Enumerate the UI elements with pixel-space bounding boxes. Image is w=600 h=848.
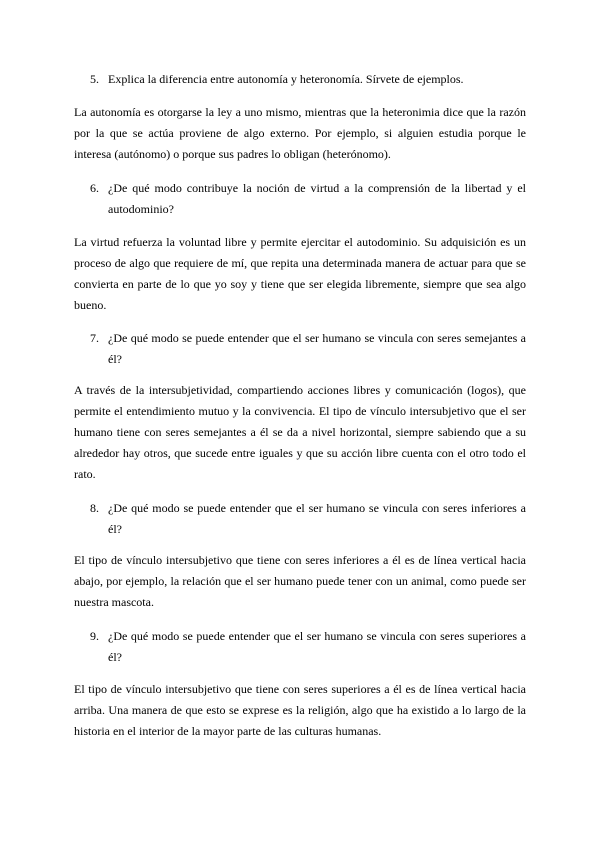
- answer-5: La autonomía es otorgarse la ley a uno mismo, mientras que la heteronimia dice que la razón por la que se actúa proviene de algo externo. Por ejemplo, si alguien estudia porque le interesa (autónomo) o porque sus padres lo obligan (heterónomo).: [74, 105, 526, 161]
- question-9: [90, 626, 526, 668]
- question-text: ¿De qué modo se puede entender que el ser humano se vincula con seres superiores a él?: [108, 629, 526, 664]
- question-number: 7.: [90, 331, 99, 345]
- answer-6: La virtud refuerza la voluntad libre y permite ejercitar el autodominio. Su adquisición es un proceso de algo que requiere de mí, que repita una determinada manera de actuar para que se convierta en parte de lo que yo soy y tiene que ser elegida libremente, siempre que sea algo bueno.: [74, 235, 526, 312]
- question-6: [90, 178, 526, 220]
- question-5: [90, 69, 526, 90]
- question-number: 8.: [90, 501, 99, 515]
- answer-7: A través de la intersubjetividad, compartiendo acciones libres y comunicación (logos), que permite el entendimiento mutuo y la convivencia. El tipo de vínculo intersubjetivo que el ser humano tiene con seres semejantes a él se da a nivel horizontal, siempre sabiendo que a su alrededor hay otros, que sucede entre iguales y que su acción libre cuenta con el otro todo el rato.: [74, 383, 526, 481]
- question-number: 6.: [90, 181, 99, 195]
- question-7: [90, 328, 526, 370]
- question-number: 9.: [90, 629, 99, 643]
- answer-9: El tipo de vínculo intersubjetivo que tiene con seres superiores a él es de línea vertical hacia arriba. Una manera de que esto se exprese es la religión, algo que ha existido a lo largo de la historia en el interior de la mayor parte de las culturas humanas.: [74, 682, 526, 738]
- question-text: ¿De qué modo se puede entender que el ser humano se vincula con seres inferiores a él?: [108, 501, 526, 536]
- answer-8: El tipo de vínculo intersubjetivo que tiene con seres inferiores a él es de línea vertical hacia abajo, por ejemplo, la relación que el ser humano puede tener con un animal, como puede ser nuestra mascota.: [74, 553, 526, 609]
- question-text: ¿De qué modo contribuye la noción de virtud a la comprensión de la libertad y el autodominio?: [108, 181, 526, 216]
- question-8: [90, 498, 526, 540]
- question-text: ¿De qué modo se puede entender que el ser humano se vincula con seres semejantes a él?: [108, 331, 526, 366]
- question-number: 5.: [90, 72, 99, 86]
- question-text: Explica la diferencia entre autonomía y heteronomía. Sírvete de ejemplos.: [108, 72, 464, 86]
